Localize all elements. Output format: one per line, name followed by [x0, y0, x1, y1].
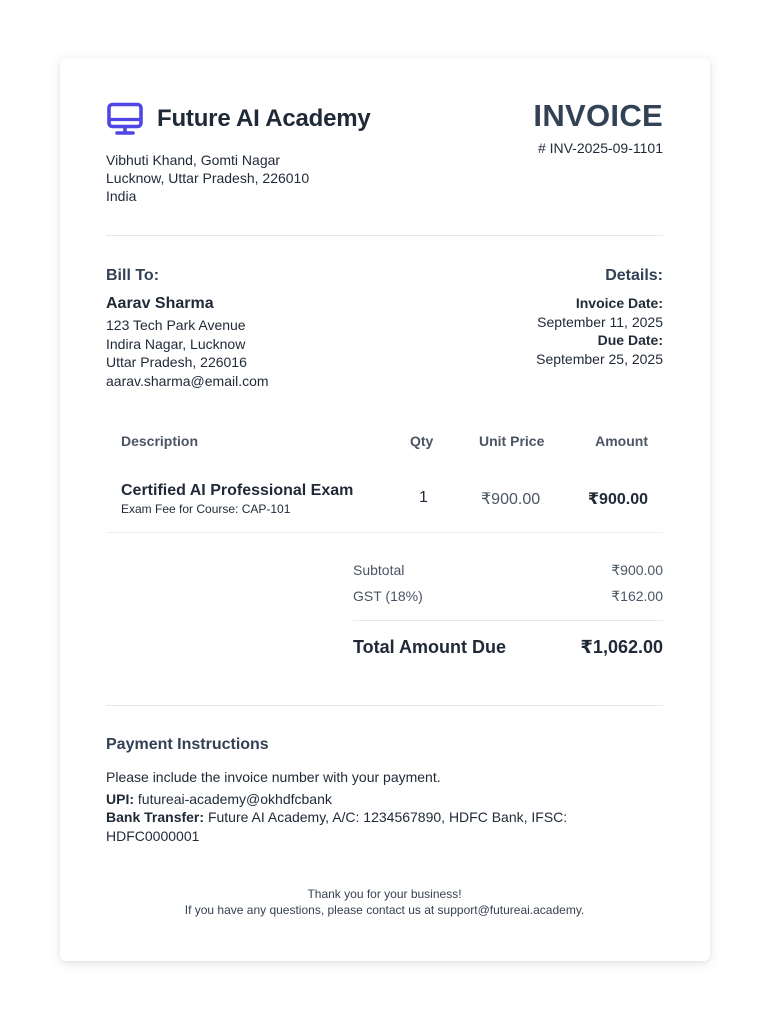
- company-address: [106, 151, 309, 205]
- bank-label: Bank Transfer:: [106, 809, 205, 825]
- item-title: Certified AI Professional Exam: [121, 482, 354, 499]
- column-header-qty: Qty: [410, 433, 434, 449]
- upi-id: futureai-academy@okhdfcbank: [137, 791, 332, 807]
- gst-value: ₹162.00: [611, 588, 663, 604]
- customer-name: Aarav Sharma: [106, 295, 214, 312]
- payment-note: Please include the invoice number with your payment.: [106, 769, 441, 785]
- invoice-details: [536, 294, 663, 368]
- customer-email: aarav.sharma@email.com: [106, 372, 269, 389]
- divider: [106, 235, 663, 236]
- customer-address-line: 123 Tech Park Avenue: [106, 317, 246, 333]
- customer-address-line: Uttar Pradesh, 226016: [106, 354, 247, 370]
- payment-bank: [106, 808, 663, 845]
- due-date-label: Due Date:: [597, 332, 663, 348]
- invoice-number: # INV-2025-09-1101: [537, 140, 663, 156]
- customer-address-line: Indira Nagar, Lucknow: [106, 335, 246, 352]
- bill-to-label: Bill To:: [106, 267, 160, 284]
- column-header-description: Description: [121, 433, 199, 449]
- column-header-amount: Amount: [595, 433, 648, 449]
- gst-label: GST (18%): [353, 588, 423, 604]
- payment-title: Payment Instructions: [106, 736, 269, 753]
- upi-label: UPI:: [106, 791, 134, 807]
- total-label: Total Amount Due: [353, 637, 506, 657]
- item-unit-price: ₹900.00: [481, 491, 541, 508]
- address-line: Lucknow, Uttar Pradesh, 226010: [106, 170, 310, 186]
- subtotal-value: ₹900.00: [611, 562, 663, 578]
- company-name: Future AI Academy: [157, 105, 371, 132]
- divider: [353, 620, 663, 621]
- footer: [106, 887, 663, 918]
- payment-upi: [106, 790, 663, 809]
- item-amount: ₹900.00: [587, 491, 648, 508]
- subtotal-label: Subtotal: [353, 562, 405, 578]
- address-line: Vibhuti Khand, Gomti Nagar: [106, 152, 281, 168]
- invoice-title: INVOICE: [533, 98, 663, 133]
- invoice-date-label: Invoice Date:: [575, 295, 663, 311]
- total-value: ₹1,062.00: [580, 637, 663, 657]
- divider: [106, 705, 663, 706]
- invoice-card: [60, 58, 710, 961]
- bank-ifsc: HDFC0000001: [106, 827, 200, 844]
- invoice-date: September 11, 2025: [537, 313, 663, 330]
- monitor-icon: [106, 102, 144, 136]
- customer-address: [106, 316, 269, 390]
- footer-contact: If you have any questions, please contact us at support@futureai.academy.: [184, 902, 585, 917]
- divider: [106, 532, 663, 533]
- due-date: September 25, 2025: [536, 350, 663, 367]
- address-line: India: [106, 188, 137, 204]
- company-brand: [106, 102, 371, 136]
- item-qty: 1: [419, 489, 428, 506]
- bank-details: Future AI Academy, A/C: 1234567890, HDFC Bank, IFSC:: [207, 809, 568, 825]
- table-row: [106, 468, 663, 532]
- column-header-unit-price: Unit Price: [479, 433, 545, 449]
- details-label: Details:: [605, 267, 663, 284]
- footer-thanks: Thank you for your business!: [307, 887, 462, 901]
- item-subtitle: Exam Fee for Course: CAP-101: [121, 502, 291, 516]
